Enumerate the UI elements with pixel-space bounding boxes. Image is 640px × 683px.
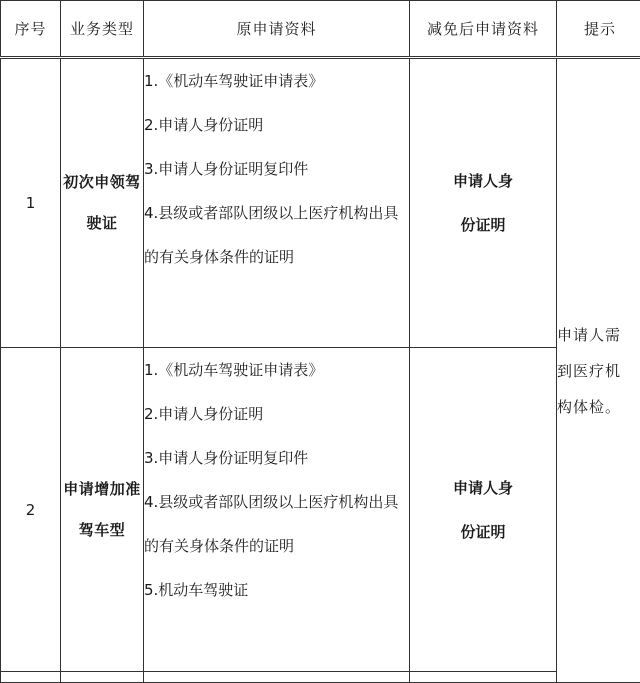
row-1-reduced-text: 申请人身份证明	[447, 159, 519, 247]
row-2-number: 2	[1, 348, 61, 672]
row-1-business-type: 初次申领驾驶证	[61, 58, 144, 348]
list-item: 1.《机动车驾驶证申请表》	[144, 59, 409, 103]
list-item: 3.申请人身份证明复印件	[144, 147, 409, 191]
header-tip: 提示	[557, 1, 640, 58]
row-2-reduced-materials	[410, 348, 557, 672]
header-serial-number: 序号	[1, 1, 61, 58]
row-2-reduced-text: 申请人身份证明	[447, 466, 519, 554]
partial-cell	[1, 672, 61, 683]
list-item: 5.机动车驾驶证	[144, 568, 409, 612]
header-original-materials: 原申请资料	[144, 1, 410, 58]
row-1-number: 1	[1, 58, 61, 348]
tip-cell	[557, 58, 640, 683]
list-item: 4.县级或者部队团级以上医疗机构出具的有关身体条件的证明	[144, 191, 409, 279]
list-item: 3.申请人身份证明复印件	[144, 436, 409, 480]
list-item: 1.《机动车驾驶证申请表》	[144, 348, 409, 392]
partial-cell	[410, 672, 557, 683]
partial-cell	[61, 672, 144, 683]
header-business-type: 业务类型	[61, 1, 144, 58]
header-reduced-materials: 减免后申请资料	[410, 1, 557, 58]
table-header-row	[1, 1, 640, 58]
row-2-business-type: 申请增加准驾车型	[61, 348, 144, 672]
tip-text: 申请人需到医疗机构体检。	[557, 317, 627, 425]
table-row	[1, 58, 640, 348]
list-item: 2.申请人身份证明	[144, 392, 409, 436]
partial-cell	[144, 672, 410, 683]
row-1-reduced-materials	[410, 58, 557, 348]
table-row	[1, 348, 640, 672]
list-item: 4.县级或者部队团级以上医疗机构出具的有关身体条件的证明	[144, 480, 409, 568]
list-item: 2.申请人身份证明	[144, 103, 409, 147]
table-row-partial	[1, 672, 640, 683]
row-1-original-materials	[144, 58, 410, 348]
row-2-original-materials	[144, 348, 410, 672]
